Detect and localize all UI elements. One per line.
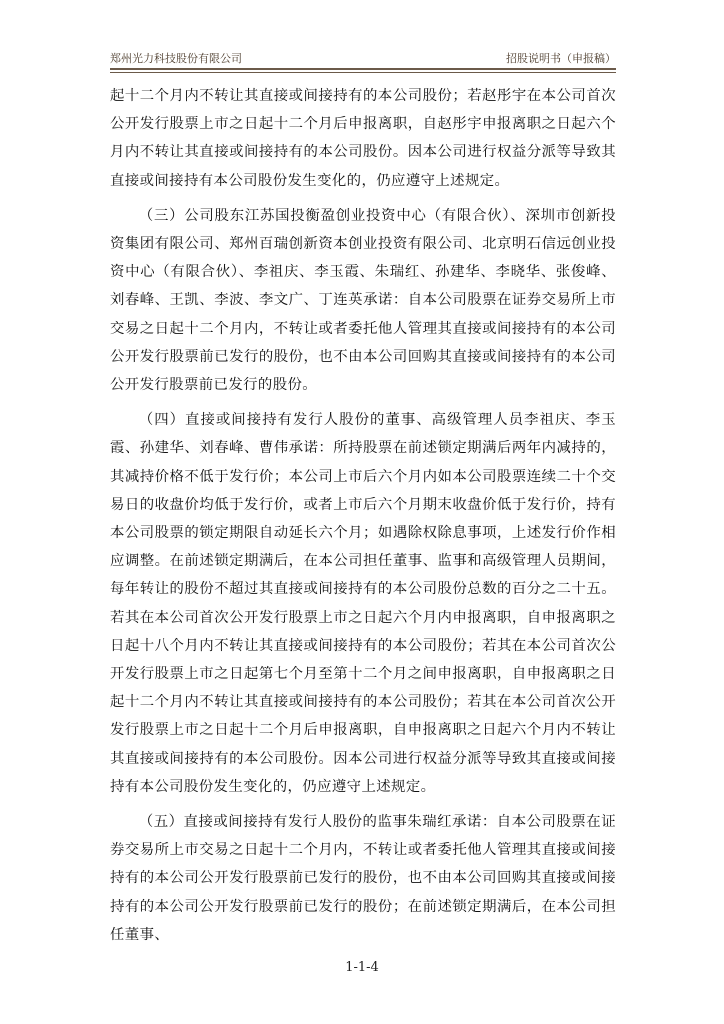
header-company-name: 郑州光力科技股份有限公司 (110, 52, 242, 65)
header-rule-thick (110, 68, 616, 70)
header-rule-thin (110, 72, 616, 73)
page-header (110, 50, 616, 68)
paragraph-item-5: （五）直接或间接持有发行人股份的监事朱瑞红承诺：自本公司股票在证券交易所上市交易之日起十二个月内，不转让或者委托他人管理其直接或间接持有的本公司公开发行股票前已发行的股份，也不由本公司回购其直接或间接持有的本公司公开发行股票前已发行的股份；在前述锁定期满后，在本公司担任董事、 (110, 814, 616, 943)
header-document-title: 招股说明书（申报稿） (506, 52, 616, 65)
paragraph-item-3: （三）公司股东江苏国投衡盈创业投资中心（有限合伙）、深圳市创新投资集团有限公司、郑州百瑞创新资本创业投资有限公司、北京明石信远创业投资中心（有限合伙）、李祖庆、李玉霞、朱瑞红、孙建华、李晓华、张俊峰、刘春峰、王凯、李波、李文广、丁连英承诺：自本公司股票在证券交易所上市交易之日起十二个月内，不转让或者委托他人管理其直接或间接持有的本公司公开发行股票前已发行的股份，也不由本公司回购其直接或间接持有的本公司公开发行股票前已发行的股份。 (110, 207, 616, 394)
paragraph-continuation: 起十二个月内不转让其直接或间接持有的本公司股份；若赵彤宇在本公司首次公开发行股票上市之日起十二个月后申报离职，自赵彤宇申报离职之日起六个月内不转让其直接或间接持有的本公司股份。因本公司进行权益分派等导致其直接或间接持有本公司股份发生变化的，仍应遵守上述规定。 (110, 88, 616, 189)
document-body (110, 82, 616, 956)
page-number: 1-1-4 (345, 960, 379, 975)
paragraph-item-4: （四）直接或间接持有发行人股份的董事、高级管理人员李祖庆、李玉霞、孙建华、刘春峰、曹伟承诺：所持股票在前述锁定期满后两年内减持的，其减持价格不低于发行价；本公司上市后六个月内如本公司股票连续二十个交易日的收盘价均低于发行价，或者上市后六个月期末收盘价低于发行价，持有本公司股票的锁定期限自动延长六个月；如遇除权除息事项，上述发行价作相应调整。在前述锁定期满后，在本公司担任董事、监事和高级管理人员期间，每年转让的股份不超过其直接或间接持有的本公司股份总数的百分之二十五。若其在本公司首次公开发行股票上市之日起六个月内申报离职，自申报离职之日起十八个月内不转让其直接或间接持有的本公司股份；若其在本公司首次公开发行股票上市之日起第七个月至第十二个月之间申报离职，自申报离职之日起十二个月内不转让其直接或间接持有的本公司股份；若其在本公司首次公开发行股票上市之日起十二个月后申报离职，自申报离职之日起六个月内不转让其直接或间接持有的本公司股份。因本公司进行权益分派等导致其直接或间接持有本公司股份发生变化的，仍应遵守上述规定。 (110, 412, 616, 795)
